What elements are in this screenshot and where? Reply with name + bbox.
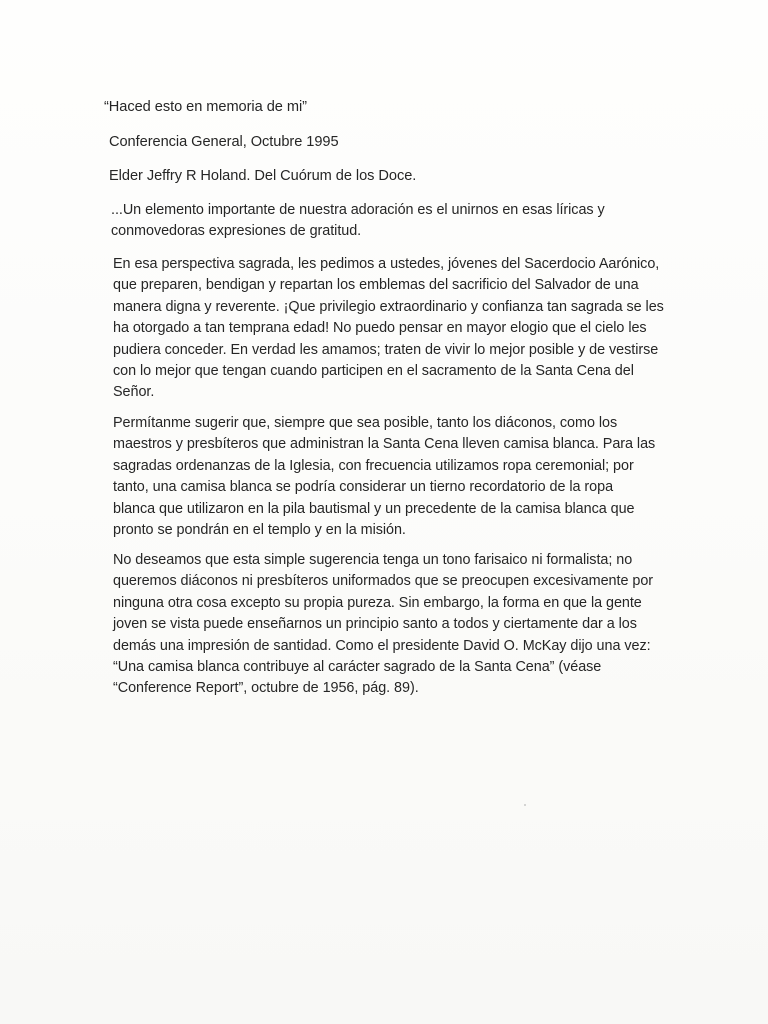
paragraph-line: ...Un elemento importante de nuestra adoración es el unirnos en esas líricas y xyxy=(111,202,605,218)
paragraph-line: conmovedoras expresiones de gratitud. xyxy=(111,223,362,240)
paragraph-line: joven se vista puede enseñarnos un principio santo a todos y ciertamente dar a los xyxy=(113,616,637,633)
paragraph-line: No deseamos que esta simple sugerencia tenga un tono farisaico ni formalista; no xyxy=(113,552,633,568)
conference-info: Conferencia General, Octubre 1995 xyxy=(109,134,339,150)
paragraph-line: que preparen, bendigan y repartan los emblemas del sacrificio del Salvador de una xyxy=(113,277,639,294)
document-title: “Haced esto en memoria de mi” xyxy=(104,99,307,115)
paragraph-line: pronto se pondrán en el templo y en la misión. xyxy=(113,522,406,539)
paragraph-intro xyxy=(111,200,671,243)
paragraph-line: Permítanme sugerir que, siempre que sea posible, tanto los diáconos, como los xyxy=(113,415,618,431)
paragraph-line: ninguna otra cosa excepto su propia pureza. Sin embargo, la forma en que la gente xyxy=(113,594,642,611)
paragraph-suggestion xyxy=(113,550,673,700)
paper-speck xyxy=(524,804,526,806)
paragraph-line: queremos diáconos ni presbíteros uniformados que se preocupen excesivamente por xyxy=(113,573,654,590)
paragraph-line: sagradas ordenanzas de la Iglesia, con frecuencia utilizamos ropa ceremonial; por xyxy=(113,457,634,474)
paragraph-line: ha otorgado a tan temprana edad! No puedo pensar en mayor elogio que el cielo les xyxy=(113,320,647,337)
paragraph-line: “Conference Report”, octubre de 1956, pág. 89). xyxy=(113,680,419,697)
paragraph-line: Señor. xyxy=(113,384,155,401)
paragraph-line: “Una camisa blanca contribuye al carácter sagrado de la Santa Cena” (véase xyxy=(113,659,602,676)
paragraph-line: manera digna y reverente. ¡Que privilegio extraordinario y confianza tan sagrada se les xyxy=(113,298,664,315)
paragraph-line: demás una impresión de santidad. Como el presidente David O. McKay dijo una vez: xyxy=(113,637,651,654)
paragraph-aaronic-priesthood xyxy=(113,254,673,404)
paragraph-line: blanca que utilizaron en la pila bautismal y un precedente de la camisa blanca que xyxy=(113,500,635,517)
paragraph-line: En esa perspectiva sagrada, les pedimos a ustedes, jóvenes del Sacerdocio Aarónico, xyxy=(113,256,660,272)
paragraph-line: maestros y presbíteros que administran la Santa Cena lleven camisa blanca. Para las xyxy=(113,436,656,453)
paragraph-line: con lo mejor que tengan cuando participen en el sacramento de la Santa Cena del xyxy=(113,363,634,380)
author-info: Elder Jeffry R Holand. Del Cuórum de los Doce. xyxy=(109,168,417,184)
paragraph-white-shirt xyxy=(113,413,673,541)
paragraph-line: tanto, una camisa blanca se podría considerar un tierno recordatorio de la ropa xyxy=(113,479,614,496)
paragraph-line: pudiera conceder. En verdad les amamos; traten de vivir lo mejor posible y de vestirse xyxy=(113,341,659,358)
